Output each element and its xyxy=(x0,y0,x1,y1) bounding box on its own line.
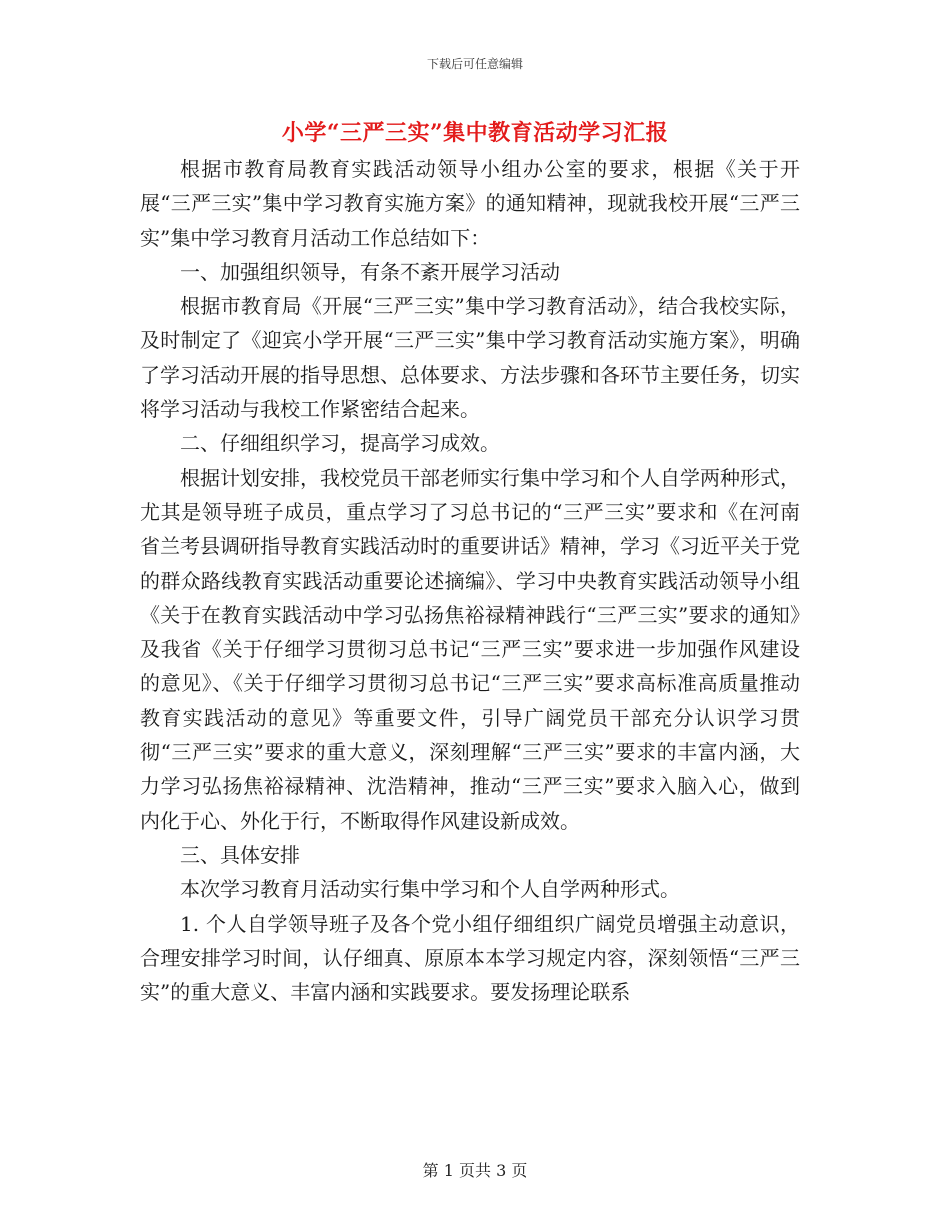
page-footer: 第 1 页共 3 页 xyxy=(422,1161,528,1180)
document-body xyxy=(140,152,800,1009)
section-heading-2: 二、仔细组织学习，提高学习成效。 xyxy=(180,431,500,456)
paragraph-section-3: 本次学习教育月活动实行集中学习和个人自学两种形式。 xyxy=(180,877,680,902)
document-title: 小学“三严三实”集中教育活动学习汇报 xyxy=(281,120,669,146)
paragraph-item-1: 1. 个人自学领导班子及各个党小组仔细组织广阔党员增强主动意识，合理安排学习时间，认仔细真、原原本本学习规定内容，深刻领悟“三严三实”的重大意义、丰富内涵和实践要求。要发扬理论联系 xyxy=(140,911,800,1005)
paragraph-section-1: 根据市教育局《开展“三严三实”集中学习教育活动》，结合我校实际，及时制定了《迎宾小学开展“三严三实”集中学习教育活动实施方案》，明确了学习活动开展的指导思想、总体要求、方法步骤和各环节主要任务，切实将学习活动与我校工作紧密结合起来。 xyxy=(140,294,800,422)
section-heading-1: 一、加强组织领导，有条不紊开展学习活动 xyxy=(180,259,560,284)
paragraph-intro: 根据市教育局教育实践活动领导小组办公室的要求，根据《关于开展“三严三实”集中学习教育实施方案》的通知精神，现就我校开展“三严三实”集中学习教育月活动工作总结如下： xyxy=(140,157,800,250)
page-header: 下载后可任意编辑 xyxy=(426,57,523,71)
paragraph-section-2: 根据计划安排，我校党员干部老师实行集中学习和个人自学两种形式，尤其是领导班子成员，重点学习了习总书记的“三严三实”要求和《在河南省兰考县调研指导教育实践活动时的重要讲话》精神，学习《习近平关于党的群众路线教育实践活动重要论述摘编》、学习中央教育实践活动领导小组《关于在教育实践活动中学习弘扬焦裕禄精神践行“三严三实”要求的通知》及我省《关于仔细学习贯彻习总书记“三严三实”要求进一步加强作风建设的意见》、《关于仔细学习贯彻习总书记“三严三实”要求高标准高质量推动教育实践活动的意见》等重要文件，引导广阔党员干部充分认识学习贯彻“三严三实”要求的重大意义，深刻理解“三严三实”要求的丰富内涵，大力学习弘扬焦裕禄精神、沈浩精神，推动“三严三实”要求入脑入心，做到内化于心、外化于行，不断取得作风建设新成效。 xyxy=(140,465,800,833)
section-heading-3: 三、具体安排 xyxy=(180,842,300,867)
